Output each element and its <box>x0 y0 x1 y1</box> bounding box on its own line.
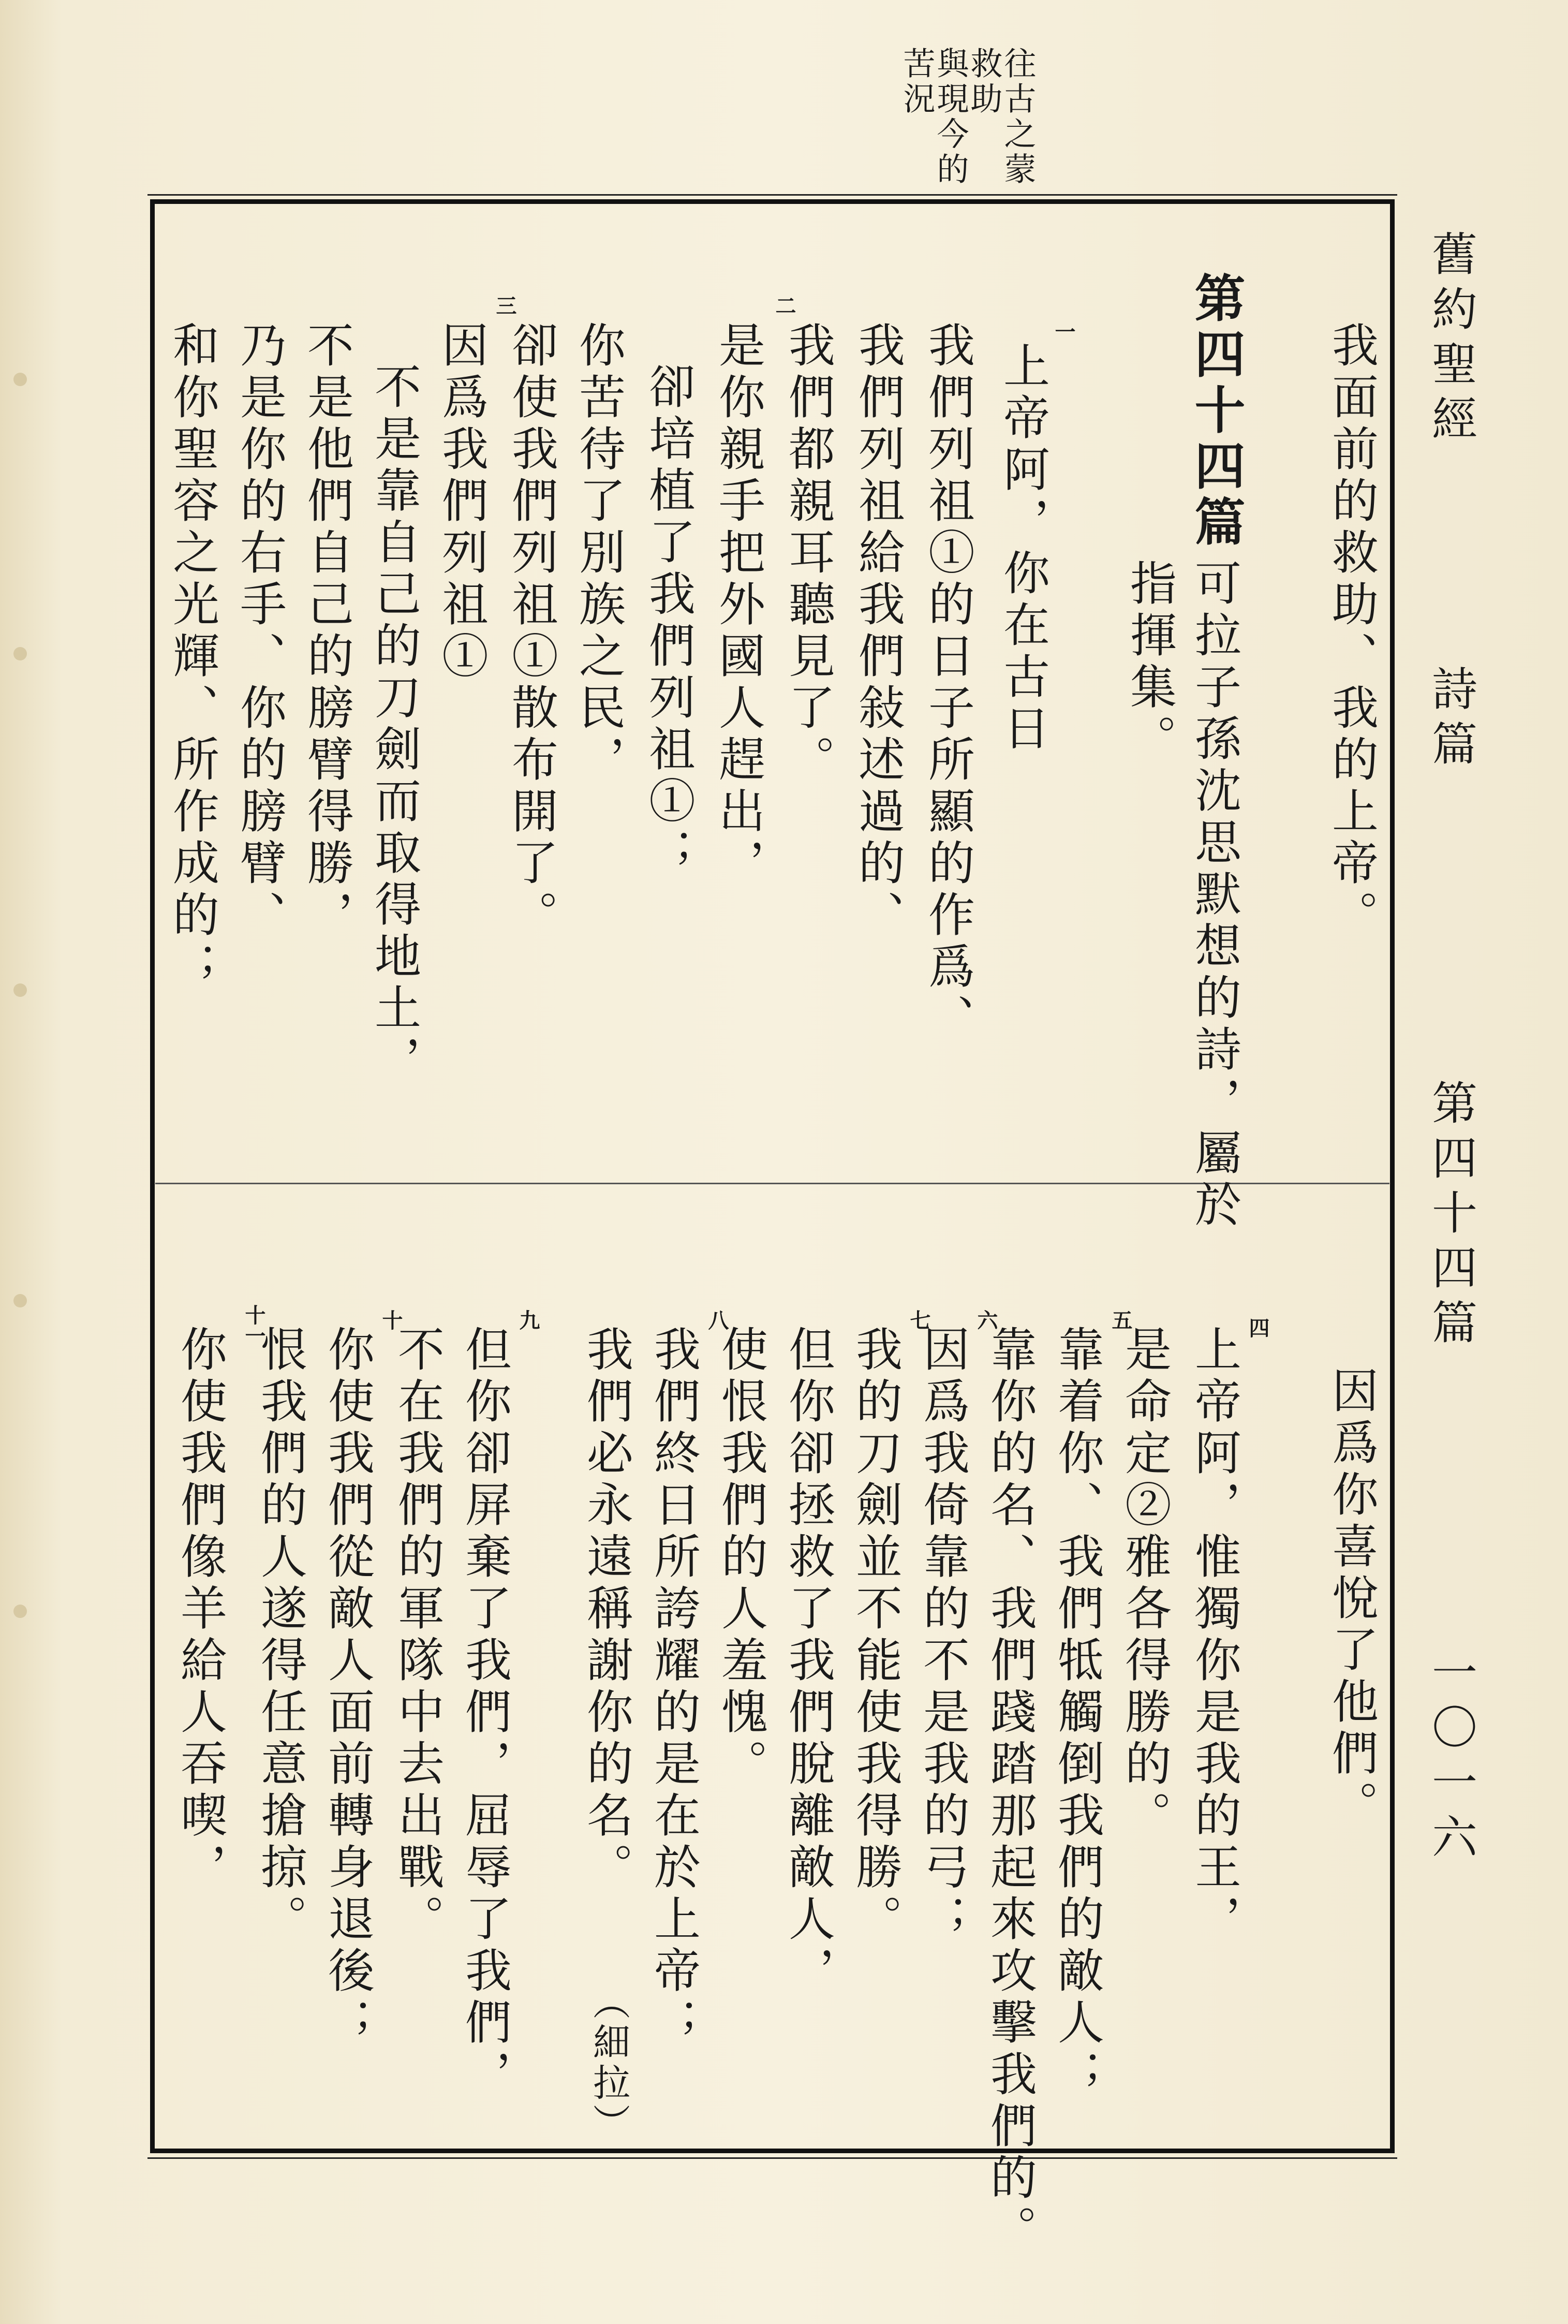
text-line: 是命定②雅各得勝的。 <box>1117 1325 1171 1843</box>
text-line: 但你卻拯救了我們脫離敵人， <box>780 1325 835 1998</box>
superscription: 可拉子孫沈思默想的詩，屬於 <box>1187 559 1241 1232</box>
verse-number: 九 <box>516 1310 540 1330</box>
text-line: 卻培植了我們列祖①； <box>641 362 695 880</box>
text-line: 我們終日所誇耀的是在於上帝； <box>646 1325 700 2050</box>
text-line: 你苦待了別族之民， <box>571 321 625 787</box>
marginal-note: 救助 <box>965 47 1003 117</box>
frame-outer-rule-bottom <box>147 2157 1397 2159</box>
verse-number: 十 <box>379 1310 403 1330</box>
book-title: 舊約聖經 <box>1425 230 1478 450</box>
frame-outer-rule-top <box>147 194 1397 196</box>
text-line: 不是他們自己的膀臂得勝， <box>299 321 353 942</box>
running-header <box>1418 230 1490 2068</box>
verse-number: 一 <box>1052 321 1076 342</box>
verse-number: 七 <box>907 1310 931 1330</box>
verse-number: 五 <box>1108 1310 1133 1330</box>
binding-hole <box>13 983 27 997</box>
text-line: 因爲你喜悅了他們。 <box>1324 1366 1378 1832</box>
text-line: 我們列祖①的日子所顯的作爲、 <box>920 321 974 1046</box>
binding-hole <box>13 1294 27 1307</box>
text-line: 和你聖容之光輝、所作成的； <box>165 321 219 994</box>
page-number: 一〇一六 <box>1425 1649 1478 1868</box>
text-line: 使恨我們的人羞愧。 <box>713 1325 767 1791</box>
psalm-title: 第四十四篇 <box>1186 272 1246 551</box>
text-line: 乃是你的右手、你的膀臂、 <box>232 321 286 942</box>
text-line: 上帝阿，惟獨你是我的王， <box>1187 1325 1241 1946</box>
text-line: 因爲我倚靠的不是我的弓； <box>915 1325 969 1946</box>
text-line: 我們列祖給我們敍述過的、 <box>850 321 905 942</box>
binding-hole <box>13 1605 27 1618</box>
section-title: 詩篇 <box>1425 665 1478 775</box>
text-line: 恨我們的人遂得任意搶掠。 <box>253 1325 307 1946</box>
verse-number: 八 <box>705 1310 729 1330</box>
selah-mark: （細拉） <box>587 1982 630 2144</box>
verse-number: 六 <box>974 1310 998 1330</box>
marginal-note: 苦況 <box>898 47 936 117</box>
text-line: 上帝阿，你在古日 <box>995 342 1049 756</box>
verse-number: 三 <box>493 295 517 316</box>
binding-holes <box>4 0 35 2324</box>
text-line: 不在我們的軍隊中去出戰。 <box>390 1325 444 1946</box>
binding-hole <box>13 647 27 660</box>
text-line: 我面前的救助、我的上帝。 <box>1324 321 1378 942</box>
text-line: 不是靠自己的刀劍而取得地土， <box>366 362 421 1087</box>
text-line: 但你卻屏棄了我們，屈辱了我們， <box>457 1325 511 2101</box>
text-line: 你使我們像羊給人吞喫， <box>172 1325 227 1894</box>
verse-number: 二 <box>772 295 796 316</box>
chapter-label: 第四十四篇 <box>1425 1079 1478 1354</box>
verse-number: 四 <box>1246 1317 1270 1338</box>
binding-hole <box>13 373 27 386</box>
verse-number: 十一 <box>242 1304 266 1346</box>
text-line: 我的刀劍並不能使我得勝。 <box>848 1325 902 1946</box>
superscription: 指揮集。 <box>1122 559 1176 766</box>
text-line: 因爲我們列祖① <box>434 321 488 683</box>
text-line: 卻使我們列祖①散布開了。 <box>504 321 558 942</box>
text-line: 我們都親耳聽見了。 <box>780 321 835 787</box>
marginal-note: 往古之蒙 <box>999 47 1037 187</box>
text-line: 是你親手把外國人趕出， <box>711 321 765 890</box>
text-line: 靠着你、我們牴觸倒我們的敵人； <box>1049 1325 1104 2101</box>
marginal-note: 與現今的 <box>931 47 969 187</box>
text-line: 靠你的名、我們踐踏那起來攻擊我們的。 <box>982 1325 1037 2257</box>
text-line: 我們必永遠稱謝你的名。 <box>579 1325 633 1894</box>
text-line: 你使我們從敵人面前轉身退後； <box>320 1325 374 2050</box>
